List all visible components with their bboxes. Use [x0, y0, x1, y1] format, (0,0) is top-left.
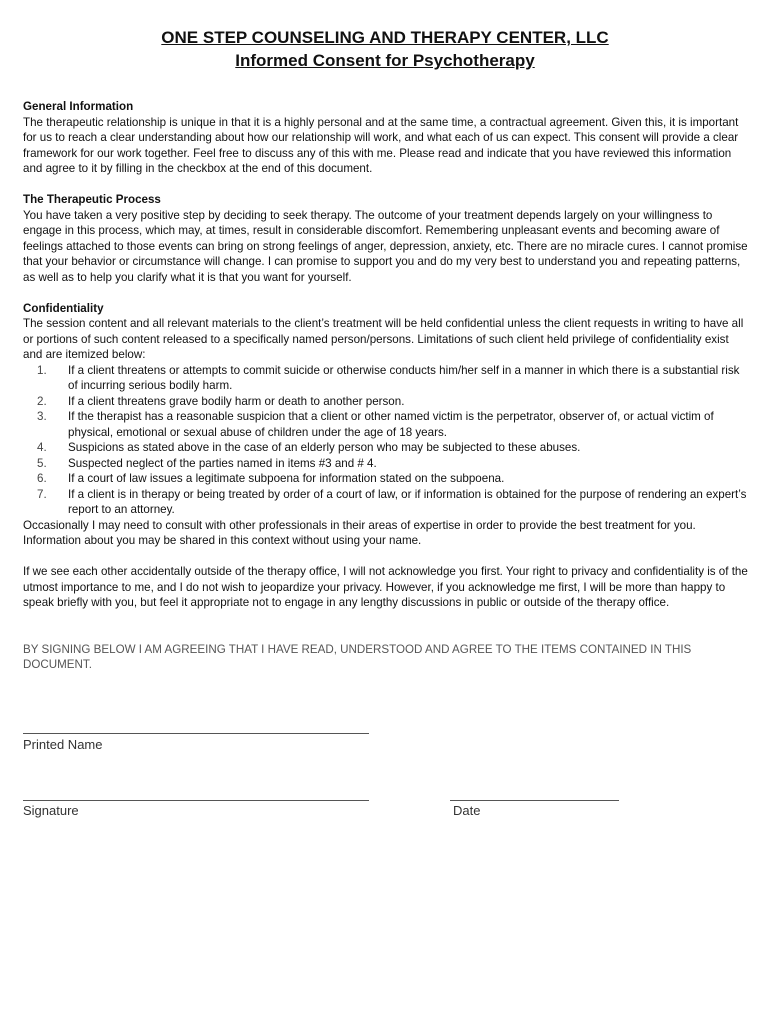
document-subtitle: Informed Consent for Psychotherapy	[235, 51, 535, 70]
confidentiality-intro: The session content and all relevant materials to the client’s treatment will be held confidential unless the client requests in writing to have all or portions of such content released to a specifically named person/persons. Limitations of such client held privilege of confidentiality exist and are itemized below:	[23, 317, 744, 361]
list-item-text: If a court of law issues a legitimate subpoena for information stated on the subpoena.	[68, 472, 505, 485]
list-item-number: 3.	[37, 410, 47, 423]
list-item-number: 4.	[37, 441, 47, 454]
consultation-text: Occasionally I may need to consult with other professionals in their areas of expertise in order to provide the best treatment for you. Information about you may be shared in this context without using your name.	[23, 518, 696, 547]
document-body	[23, 99, 751, 673]
list-item	[23, 394, 751, 410]
list-item-number: 1.	[37, 363, 47, 377]
list-item-number: 7.	[37, 487, 47, 501]
list-item	[23, 363, 751, 394]
date-label: Date	[453, 803, 481, 818]
signature-label: Signature	[23, 803, 79, 818]
general-text: The therapeutic relationship is unique in that it is a highly personal and at the same time, a contractual agreement. Given this, it is important for us to reach a clear understanding about how our relationship will work, and what each of us can expect. This consent will provide a clear framework for our work together. Feel free to discuss any of this with me. Please read and indicate that you have reviewed this information and agree to it by filling in the checkbox at the end of this document.	[23, 115, 739, 175]
signature-line[interactable]	[23, 800, 369, 801]
list-item	[23, 471, 751, 487]
list-item-text: Suspected neglect of the parties named in items #3 and # 4.	[68, 456, 377, 470]
list-item	[23, 456, 751, 472]
list-item-text: If a client threatens grave bodily harm or death to another person.	[68, 394, 405, 408]
list-item-number: 6.	[37, 472, 47, 485]
process-text: You have taken a very positive step by deciding to seek therapy. The outcome of your treatment depends largely on your willingness to engage in this process, which may, at times, result in considerable discomfort. Remembering unpleasant events and becoming aware of feelings attached to those events can bring on strong feelings of anger, depression, anxiety, etc. There are no miracle cures. I cannot promise that your behavior or circumstance will change. I can promise to support you and do my very best to understand you and repeating patterns, as well as to help you clarify what it is that you want for yourself.	[23, 208, 748, 284]
general-heading: General Information	[23, 100, 134, 113]
confidentiality-heading: Confidentiality	[23, 301, 104, 315]
list-item-text: If a client is in therapy or being treated by order of a court of law, or if information is obtained for the purpose of rendering an expert’s report to an attorney.	[68, 487, 747, 516]
list-item-text: If a client threatens or attempts to commit suicide or otherwise conducts him/her self in a manner in which there is a substantial risk of incurring serious bodily harm.	[68, 363, 740, 392]
confidentiality-limits-list	[23, 363, 751, 518]
list-item-number: 2.	[37, 394, 47, 408]
printed-name-label: Printed Name	[23, 737, 103, 752]
list-item-text: If the therapist has a reasonable suspicion that a client or other named victim is the perpetrator, observer of, or actual victim of physical, emotional or sexual abuse of children under the age of 18 years.	[68, 410, 714, 439]
list-item	[23, 409, 751, 440]
date-line[interactable]	[450, 800, 619, 801]
process-heading: The Therapeutic Process	[23, 193, 161, 206]
consent-statement: BY SIGNING BELOW I AM AGREEING THAT I HAVE READ, UNDERSTOOD AND AGREE TO THE ITEMS CONTAINED IN THIS DOCUMENT.	[23, 642, 692, 671]
outside-office-text: If we see each other accidentally outside of the therapy office, I will not acknowledge you first. Your right to privacy and confidentiality is of the utmost importance to me, and I do not wish to jeopardize your privacy. However, if you acknowledge me first, I will be more than happy to speak briefly with you, but feel it appropriate not to engage in any lengthy discussions in public or outside of the therapy office.	[23, 565, 748, 609]
list-item	[23, 487, 751, 518]
document-title: ONE STEP COUNSELING AND THERAPY CENTER, LLC	[161, 28, 609, 47]
list-item-number: 5.	[37, 456, 47, 470]
list-item	[23, 440, 751, 456]
printed-name-line[interactable]	[23, 733, 369, 734]
list-item-text: Suspicions as stated above in the case of an elderly person who may be subjected to these abuses.	[68, 441, 581, 454]
